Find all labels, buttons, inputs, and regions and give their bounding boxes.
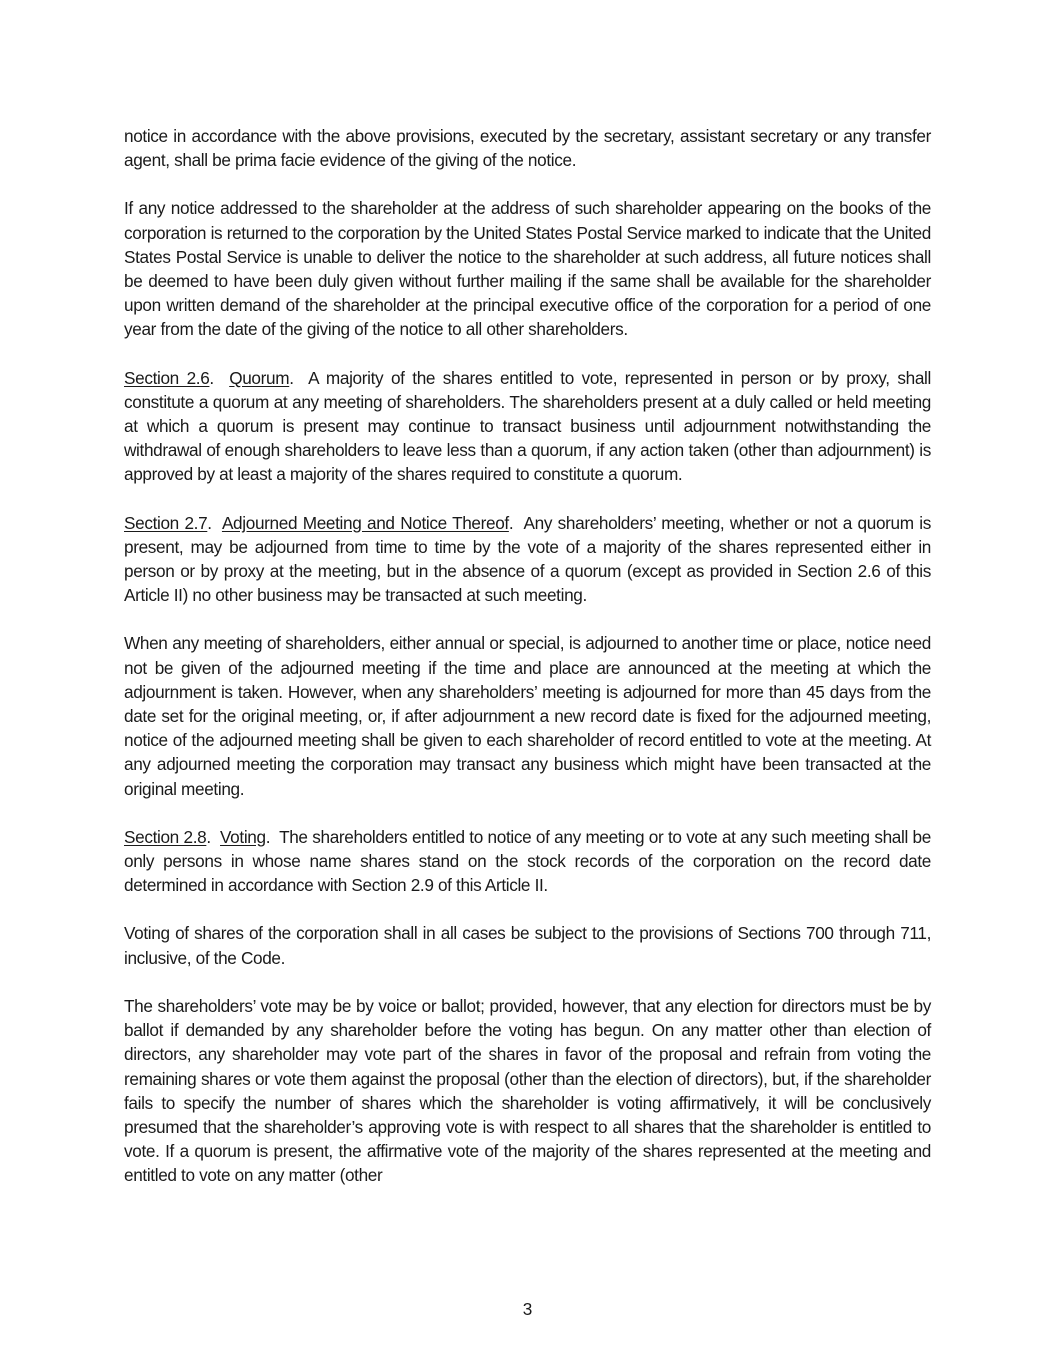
paragraph-voice-or-ballot — [124, 994, 931, 1188]
paragraph-text: The shareholders entitled to notice of any meeting or to vote at any such meeting shall be only persons in whose name shares stand on the stock records of the corporation on the record date determined in accordance with Section 2.9 of this Article II. — [124, 826, 931, 896]
section-2-8-voting: Section 2.8. Voting. The shareholders entitled to notice of any meeting or to vote at any such meeting shall be only persons in whose name shares stand on the stock records of the corporation on the record date determined in accordance with Section 2.9 of this Article II. — [124, 826, 931, 896]
page-number: 3 — [522, 1299, 533, 1319]
section-number: Section 2.7 — [124, 512, 208, 533]
paragraph-adjournment-notice — [124, 631, 931, 800]
paragraph-returned-notice — [124, 196, 931, 341]
paragraph-text: Voting of shares of the corporation shall in all cases be subject to the provisions of Sections 700 through 711, inclusive, of the Code. — [124, 923, 931, 968]
section-number: Section 2.6 — [124, 367, 210, 388]
paragraph-text: Any shareholders’ meeting, whether or not a quorum is present, may be adjourned from time to time by the vote of a majority of the shares represented either in person or by proxy at the meeting, but in the absence of a quorum (except as provided in Section 2.6 of this Article II) no other business may be transacted at such meeting. — [124, 512, 932, 606]
section-2-6-quorum: Section 2.6. Quorum. A majority of the shares entitled to vote, represented in person or by proxy, shall constitute a quorum at any meeting of shareholders. The shareholders present at a duly called or held meeting at which a quorum is present may continue to transact business until adjournment notwithstanding the withdrawal of enough shareholders to leave less than a quorum, if any action taken (other than adjournment) is approved by at least a majority of the shares required to constitute a quorum. — [124, 367, 931, 485]
paragraph-text: notice in accordance with the above provisions, executed by the secretary, assistant secretary or any transfer agent, shall be prima facie evidence of the giving of the notice. — [124, 126, 931, 171]
paragraph-text: When any meeting of shareholders, either annual or special, is adjourned to another time or place, notice need not be given of the adjourned meeting if the time and place are announced at the meeting at which the adjournment is taken. However, when any shareholders’ meeting is adjourned for more than 45 days from the date set for the original meeting, or, if after adjournment a new record date is fixed for the adjourned meeting, notice of the adjourned meeting shall be given to each shareholder of record entitled to vote at the meeting. At any adjourned meeting the corporation may transact any business which might have been transacted at the original meeting. — [124, 633, 931, 799]
paragraph-notice-evidence — [124, 124, 931, 172]
paragraph-text: The shareholders’ vote may be by voice or ballot; provided, however, that any election for directors must be by ballot if demanded by any shareholder before the voting has begun. On any matter other than election of directors, any shareholder may vote part of the shares in favor of the proposal and refrain from voting the remaining shares or vote them against the proposal (other than the election of directors), but, if the shareholder fails to specify the number of shares which the shareholder is voting affirmatively, it will be conclusively presumed that the shareholder’s approving vote is with respect to all shares that the shareholder is entitled to vote. If a quorum is present, the affirmative vote of the majority of the shares represented at the meeting and entitled to vote on any matter (other — [124, 995, 931, 1186]
section-number: Section 2.8 — [124, 826, 207, 847]
section-title: Quorum — [229, 367, 290, 388]
paragraph-text: A majority of the shares entitled to vote, represented in person or by proxy, shall constitute a quorum at any meeting of shareholders. The shareholders present at a duly called or held meeting at which a quorum is present may continue to transact business until adjournment notwithstanding the withdrawal of enough shareholders to leave less than a quorum, if any action taken (other than adjournment) is approved by at least a majority of the shares required to constitute a quorum. — [124, 367, 931, 485]
paragraph-voting-code — [124, 921, 931, 969]
section-2-7-adjourned-meeting: Section 2.7. Adjourned Meeting and Notice Thereof. Any shareholders’ meeting, whether or not a quorum is present, may be adjourned from time to time by the vote of a majority of the shares represented either in person or by proxy at the meeting, but in the absence of a quorum (except as provided in Section 2.6 of this Article II) no other business may be transacted at such meeting. — [124, 512, 932, 606]
paragraph-text: If any notice addressed to the shareholder at the address of such shareholder appearing on the books of the corporation is returned to the corporation by the United States Postal Service marked to indicate that the United States Postal Service is unable to deliver the notice to the shareholder at such address, all future notices shall be deemed to have been duly given without further mailing if the same shall be available for the shareholder upon written demand of the shareholder at the principal executive office of the corporation for a period of one year from the date of the giving of the notice to all other shareholders. — [124, 198, 931, 340]
section-title: Adjourned Meeting and Notice Thereof — [221, 512, 509, 533]
section-title: Voting — [220, 826, 266, 847]
document-page — [124, 124, 931, 1212]
